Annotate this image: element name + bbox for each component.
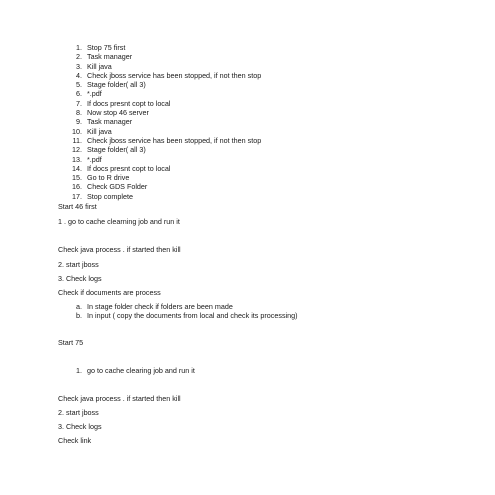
sub-list-item-number: a. <box>76 302 82 311</box>
list-item-text: Task manager <box>87 52 133 62</box>
list-item-number: 6. <box>76 89 82 99</box>
list-item-number: 13. <box>72 154 82 164</box>
sub-list-item-text: In stage folder check if folders are been made <box>87 302 233 311</box>
list-item-text: If docs presnt copt to local <box>87 163 171 173</box>
start-46-check-docs: Check if documents are process <box>58 288 161 297</box>
list-item-text: Stage folder( all 3) <box>87 80 146 90</box>
start-75-heading: Start 75 <box>58 338 84 347</box>
list-item-number: 10. <box>72 126 82 136</box>
list-item-number: 14. <box>72 163 82 173</box>
list-item-text: Check GDS Folder <box>87 182 148 192</box>
list-item-text: Task manager <box>87 117 133 127</box>
list-item-text: Check jboss service has been stopped, if not then stop <box>87 70 262 80</box>
start-75-step-1 <box>0 366 495 376</box>
start-46-heading: Start 46 first <box>58 202 97 211</box>
list-item-text: Stop 75 first <box>87 43 126 52</box>
list-item-text: *.pdf <box>87 89 102 99</box>
list-item-number: 15. <box>72 173 82 183</box>
list-item-number: 17. <box>72 191 82 201</box>
list-item-number: 1. <box>76 43 82 52</box>
list-item-number: 11. <box>72 135 82 145</box>
list-item-text: Stop complete <box>87 191 133 201</box>
list-item-number: 16. <box>72 182 82 192</box>
list-item-text: Stage folder( all 3) <box>87 145 146 155</box>
start-75-start-jboss: 2. start jboss <box>58 408 99 417</box>
list-item-number: 2. <box>76 52 82 62</box>
start-46-step-1: 1 . go to cache clearning job and run it <box>58 217 180 226</box>
list-item-number: 8. <box>76 108 82 118</box>
start-46-check-java: Check java process . if started then kill <box>58 245 181 254</box>
start-75-step-1-number: 1. <box>76 366 82 375</box>
list-item-number: 12. <box>72 145 82 155</box>
list-item-text: Go to R drive <box>87 173 130 183</box>
list-item-text: Kill java <box>87 126 112 136</box>
list-item-number: 5. <box>76 80 82 90</box>
start-75-check-logs: 3. Check logs <box>58 422 102 431</box>
sub-list-item-text: In input ( copy the documents from local and check its processing) <box>87 311 298 321</box>
list-item-text: *.pdf <box>87 154 102 164</box>
list-item-number: 9. <box>76 117 82 127</box>
start-46-check-logs: 3. Check logs <box>58 274 102 283</box>
start-46-start-jboss: 2. start jboss <box>58 260 99 269</box>
start-75-check-link: Check link <box>58 436 92 445</box>
list-item-text: Check jboss service has been stopped, if not then stop <box>87 135 262 145</box>
start-75-step-1-text: go to cache clearing job and run it <box>87 366 195 375</box>
start-75-check-java: Check java process . if started then kill <box>58 394 181 403</box>
list-item-text: If docs presnt copt to local <box>87 98 171 108</box>
list-item-number: 7. <box>76 98 82 108</box>
list-item-number: 3. <box>76 61 82 71</box>
list-item-number: 4. <box>76 70 82 80</box>
sub-list-item-number: b. <box>76 311 82 321</box>
list-item-text: Kill java <box>87 61 112 71</box>
list-item-text: Now stop 46 server <box>87 108 149 118</box>
